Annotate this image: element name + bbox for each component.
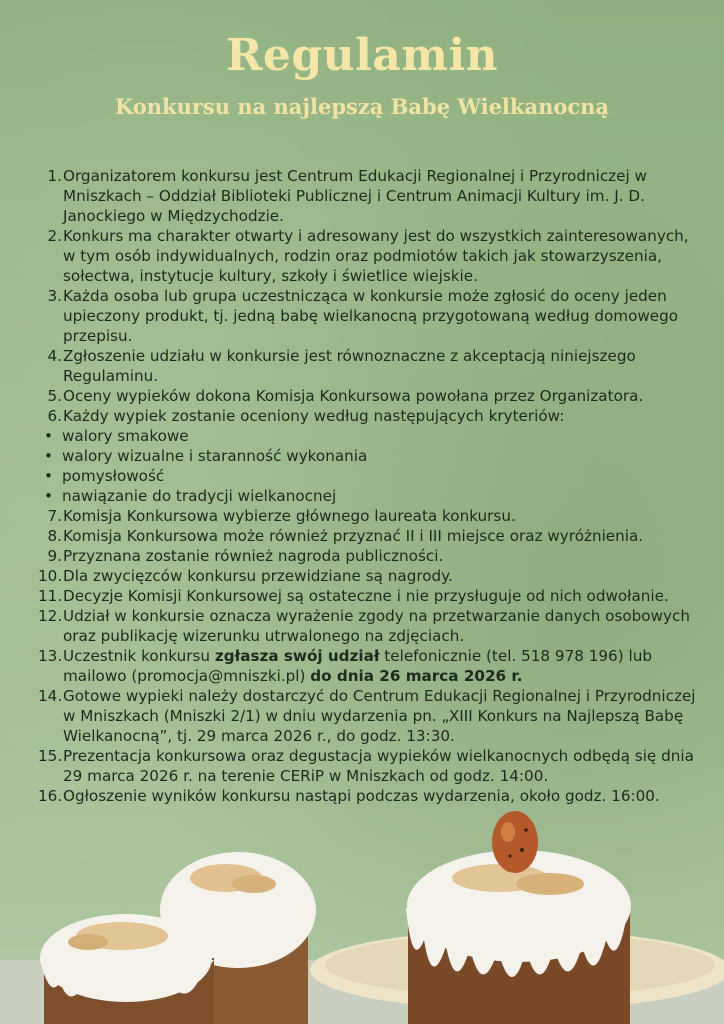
- rule-item: [38, 346, 698, 386]
- rule-text: [63, 646, 698, 686]
- rule-item: [38, 606, 698, 646]
- rule-marker: 1.: [47, 167, 62, 185]
- rule-text: Zgłoszenie udziału w konkursie jest równoznaczne z akceptacją niniejszego Regulaminu.: [63, 347, 636, 385]
- cake-right: [406, 850, 631, 1024]
- rule-item: [38, 506, 698, 526]
- rule-item: [38, 646, 698, 686]
- rule-text: Przyznana zostanie również nagroda publiczności.: [63, 547, 444, 565]
- rule-text: Decyzje Komisji Konkursowej są ostateczne i nie przysługuje od nich odwołanie.: [63, 587, 669, 605]
- criterion-item: [38, 446, 698, 466]
- rule-item: [38, 226, 698, 286]
- rule-text: Dla zwycięzców konkursu przewidziane są nagrody.: [63, 567, 453, 585]
- rule-marker: •: [44, 427, 53, 445]
- rule-marker: 6.: [47, 407, 62, 425]
- rule-marker: 9.: [47, 547, 62, 565]
- rule-marker: 5.: [47, 387, 62, 405]
- rule-text-part: Uczestnik konkursu: [63, 647, 215, 665]
- rule-marker: 8.: [47, 527, 62, 545]
- rule-item: [38, 586, 698, 606]
- rule-marker: 3.: [47, 287, 62, 305]
- rule-marker: 7.: [47, 507, 62, 525]
- rule-text: Komisja Konkursowa może również przyznać II i III miejsce oraz wyróżnienia.: [63, 527, 644, 545]
- rule-text: Gotowe wypieki należy dostarczyć do Centrum Edukacji Regionalnej i Przyrodniczej w Mniszkach (Mniszki 2/1) w dniu wydarzenia pn. „XIII Konkurs na Najlepszą Babę Wielkanocną”, tj. 29 marca 2026 r., do godz. 13:30.: [63, 687, 696, 745]
- rule-text: walory wizualne i staranność wykonania: [62, 447, 368, 465]
- rule-marker: 13.: [38, 647, 63, 665]
- rule-text: nawiązanie do tradycji wielkanocnej: [62, 487, 337, 505]
- criterion-item: [38, 426, 698, 446]
- rule-item: [38, 166, 698, 226]
- easter-cakes-illustration: [0, 800, 724, 1024]
- criterion-item: [38, 466, 698, 486]
- rule-marker: 4.: [47, 347, 62, 365]
- cake-left-front: [40, 914, 214, 1024]
- rule-text: Prezentacja konkursowa oraz degustacja wypieków wielkanocnych odbędą się dnia 29 marca 2026 r. na terenie CERiP w Mniszkach od godz. 14:00.: [63, 747, 694, 785]
- decorated-egg: [492, 811, 538, 873]
- rule-item: [38, 526, 698, 546]
- rule-text: Organizatorem konkursu jest Centrum Edukacji Regionalnej i Przyrodniczej w Mniszkach – Oddział Biblioteki Publicznej i Centrum Animacji Kultury im. J. D. Janockiego w Międzychodzie.: [63, 167, 647, 225]
- rule-item: [38, 406, 698, 426]
- rule-text: walory smakowe: [62, 427, 189, 445]
- rule-item: [38, 566, 698, 586]
- rule-marker: 11.: [38, 587, 63, 605]
- rule-item: [38, 686, 698, 746]
- rule-text-bold: do dnia 26 marca 2026 r.: [310, 667, 523, 685]
- rule-text: Każda osoba lub grupa uczestnicząca w konkursie może zgłosić do oceny jeden upieczony produkt, tj. jedną babę wielkanocną przygotowaną według domowego przepisu.: [63, 287, 679, 345]
- rule-marker: 14.: [38, 687, 63, 705]
- rule-marker: •: [44, 487, 53, 505]
- rule-item: [38, 546, 698, 566]
- rule-text: Udział w konkursie oznacza wyrażenie zgody na przetwarzanie danych osobowych oraz publikację wizerunku utrwalonego na zdjęciach.: [63, 607, 690, 645]
- rule-marker: 15.: [38, 747, 63, 765]
- rule-text: Każdy wypiek zostanie oceniony według następujących kryteriów:: [63, 407, 565, 425]
- rule-text: pomysłowość: [62, 467, 165, 485]
- criterion-item: [38, 486, 698, 506]
- rule-marker: 2.: [47, 227, 62, 245]
- rule-text-part: telefonicznie (tel. 518 978 196) lub mailowo (promocja@mniszki.pl): [63, 647, 652, 685]
- rule-item: [38, 386, 698, 406]
- rule-marker: •: [44, 447, 53, 465]
- rule-text: Oceny wypieków dokona Komisja Konkursowa powołana przez Organizatora.: [63, 387, 644, 405]
- page-subtitle: Konkursu na najlepszą Babę Wielkanocną: [114, 94, 610, 119]
- page-title: Regulamin: [225, 30, 499, 81]
- rule-item: [38, 746, 698, 786]
- rule-text-bold: zgłasza swój udział: [214, 647, 380, 665]
- rule-marker: 16.: [38, 787, 63, 805]
- rules-list: [38, 166, 698, 806]
- rule-marker: 12.: [38, 607, 63, 625]
- rule-text: Komisja Konkursowa wybierze głównego laureata konkursu.: [63, 507, 516, 525]
- rule-text: Konkurs ma charakter otwarty i adresowany jest do wszystkich zainteresowanych, w tym osób indywidualnych, rodzin oraz podmiotów takich jak stowarzyszenia, sołectwa, instytucje kultury, szkoły i świetlice wiejskie.: [63, 227, 689, 285]
- rule-item: [38, 286, 698, 346]
- rule-text: Ogłoszenie wyników konkursu nastąpi podczas wydarzenia, około godz. 16:00.: [63, 787, 660, 805]
- rule-marker: •: [44, 467, 53, 485]
- rule-marker: 10.: [38, 567, 63, 585]
